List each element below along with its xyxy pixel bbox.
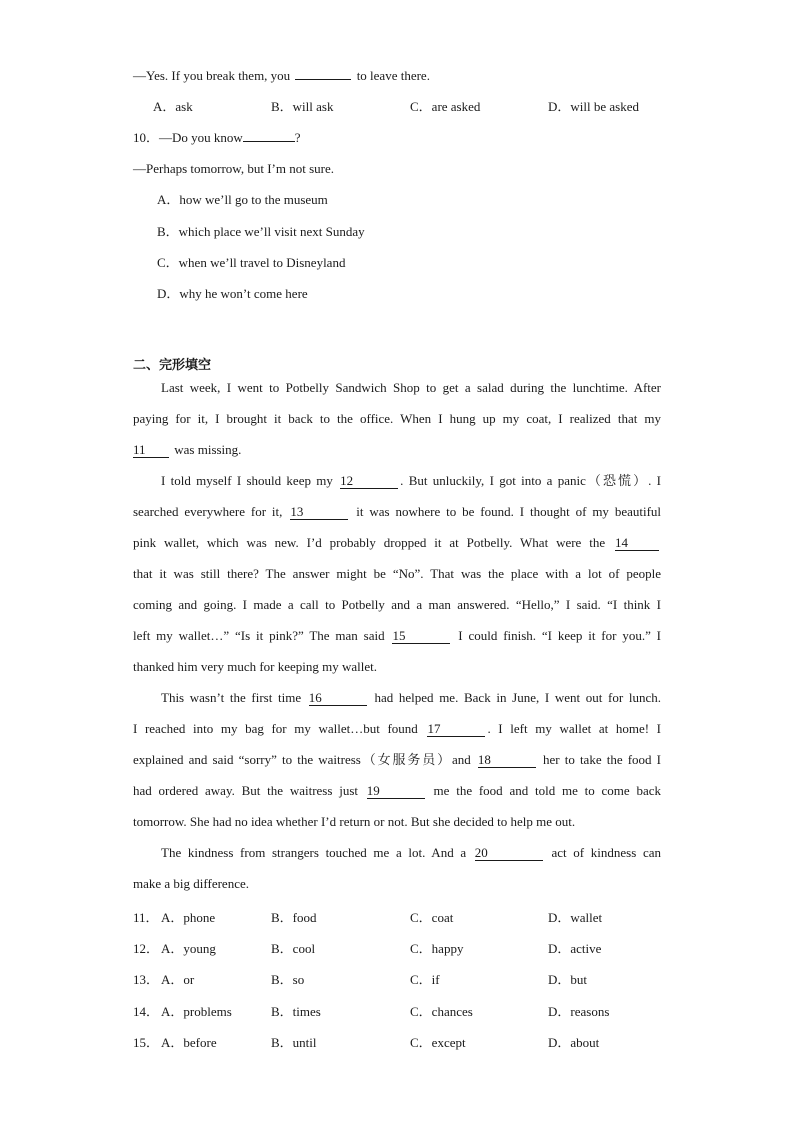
answer-option-b: B．times [271, 1004, 321, 1019]
answer-option-c: C．coat [410, 910, 454, 925]
answer-option-d: D．about [548, 1035, 600, 1050]
blank-13: 13 [290, 505, 348, 520]
answer-option-c: C．except [410, 1035, 466, 1050]
answer-option-d: D．but [548, 972, 588, 987]
q9-option-b: B．will ask [271, 99, 334, 114]
blank-12: 12 [340, 474, 398, 489]
passage-line: explained and said “sorry” to the waitress（女服务员）and 18 her to take the food I [133, 752, 662, 767]
q9-option-a: A．ask [153, 99, 193, 114]
passage-line: This wasn’t the first time 16 had helped me. Back in June, I went out for lunch. [161, 690, 662, 705]
answer-option-b: B．cool [271, 941, 316, 956]
blank-19: 19 [367, 784, 425, 799]
answer-option-b: B．food [271, 910, 317, 925]
blank-11: 11 [133, 443, 169, 458]
answer-number: 13． [133, 972, 160, 987]
passage-line: coming and going. I made a call to Potbelly and a man answered. “Hello,” I said. “I think I [133, 597, 661, 612]
answer-option-c: C．chances [410, 1004, 473, 1019]
blank-17: 17 [427, 722, 485, 737]
passage-line: tomorrow. She had no idea whether I’d return or not. But she decided to help me out. [133, 814, 576, 829]
answer-number: 12． [133, 941, 160, 956]
blank-16: 16 [309, 691, 367, 706]
answer-option-d: D．active [548, 941, 602, 956]
q9-option-d: D．will be asked [548, 99, 639, 114]
passage-line: make a big difference. [133, 876, 249, 891]
answer-option-c: C．if [410, 972, 440, 987]
answer-number: 11． [133, 910, 159, 925]
passage-line: searched everywhere for it, 13 it was nowhere to be found. I thought of my beautiful [133, 504, 662, 519]
answer-option-a: A．young [161, 941, 216, 956]
passage-line: had ordered away. But the waitress just 19 me the food and told me to come back [133, 783, 661, 798]
answer-option-a: A．problems [161, 1004, 232, 1019]
blank-20: 20 [475, 846, 543, 861]
passage-line: pink wallet, which was new. I’d probably dropped it at Potbelly. What were the 14 [133, 535, 661, 566]
q10-stem: 10．—Do you know ? [133, 130, 301, 145]
answer-number: 14． [133, 1004, 160, 1019]
answer-option-c: C．happy [410, 941, 464, 956]
section-title: 二、完形填空 [133, 358, 212, 373]
passage-line: 11 was missing. [133, 442, 242, 457]
answer-option-d: D．reasons [548, 1004, 610, 1019]
q10-option-d: D．why he won’t come here [157, 286, 308, 301]
answer-option-a: A．phone [161, 910, 216, 925]
passage-line: Last week, I went to Potbelly Sandwich Shop to get a salad during the lunchtime. After [161, 380, 661, 395]
passage-line: I reached into my bag for my wallet…but found 17 . I left my wallet at home! I [133, 721, 661, 736]
q9-blank [295, 79, 351, 80]
answer-option-a: A．before [161, 1035, 217, 1050]
q10-blank [243, 141, 295, 142]
passage-line: thanked him very much for keeping my wallet. [133, 659, 378, 674]
passage [133, 380, 661, 907]
q10-option-a: A．how we’ll go to the museum [157, 192, 328, 207]
answer-option-b: B．so [271, 972, 305, 987]
answer-option-a: A．or [161, 972, 195, 987]
q10-option-c: C．when we’ll travel to Disneyland [157, 255, 346, 270]
q10-option-b: B．which place we’ll visit next Sunday [157, 224, 365, 239]
q9-dialog: —Yes. If you break them, you to leave there. [133, 68, 430, 83]
answer-number: 15． [133, 1035, 160, 1050]
answer-option-b: B．until [271, 1035, 317, 1050]
passage-line: left my wallet…” “Is it pink?” The man said 15 I could finish. “I keep it for you.” I [133, 628, 662, 643]
blank-14: 14 [615, 536, 659, 551]
answer-option-d: D．wallet [548, 910, 603, 925]
blank-18: 18 [478, 753, 536, 768]
passage-line: that it was still there? The answer might be “No”. That was the place with a lot of people [133, 566, 661, 581]
passage-line: paying for it, I brought it back to the office. When I hung up my coat, I realized that my [133, 411, 661, 426]
q10-reply: —Perhaps tomorrow, but I’m not sure. [133, 161, 334, 176]
q9-option-c: C．are asked [410, 99, 481, 114]
passage-line: The kindness from strangers touched me a lot. And a 20 act of kindness can [161, 845, 661, 860]
blank-15: 15 [392, 629, 450, 644]
passage-line: I told myself I should keep my 12 . But unluckily, I got into a panic（恐慌）. I [161, 473, 661, 488]
